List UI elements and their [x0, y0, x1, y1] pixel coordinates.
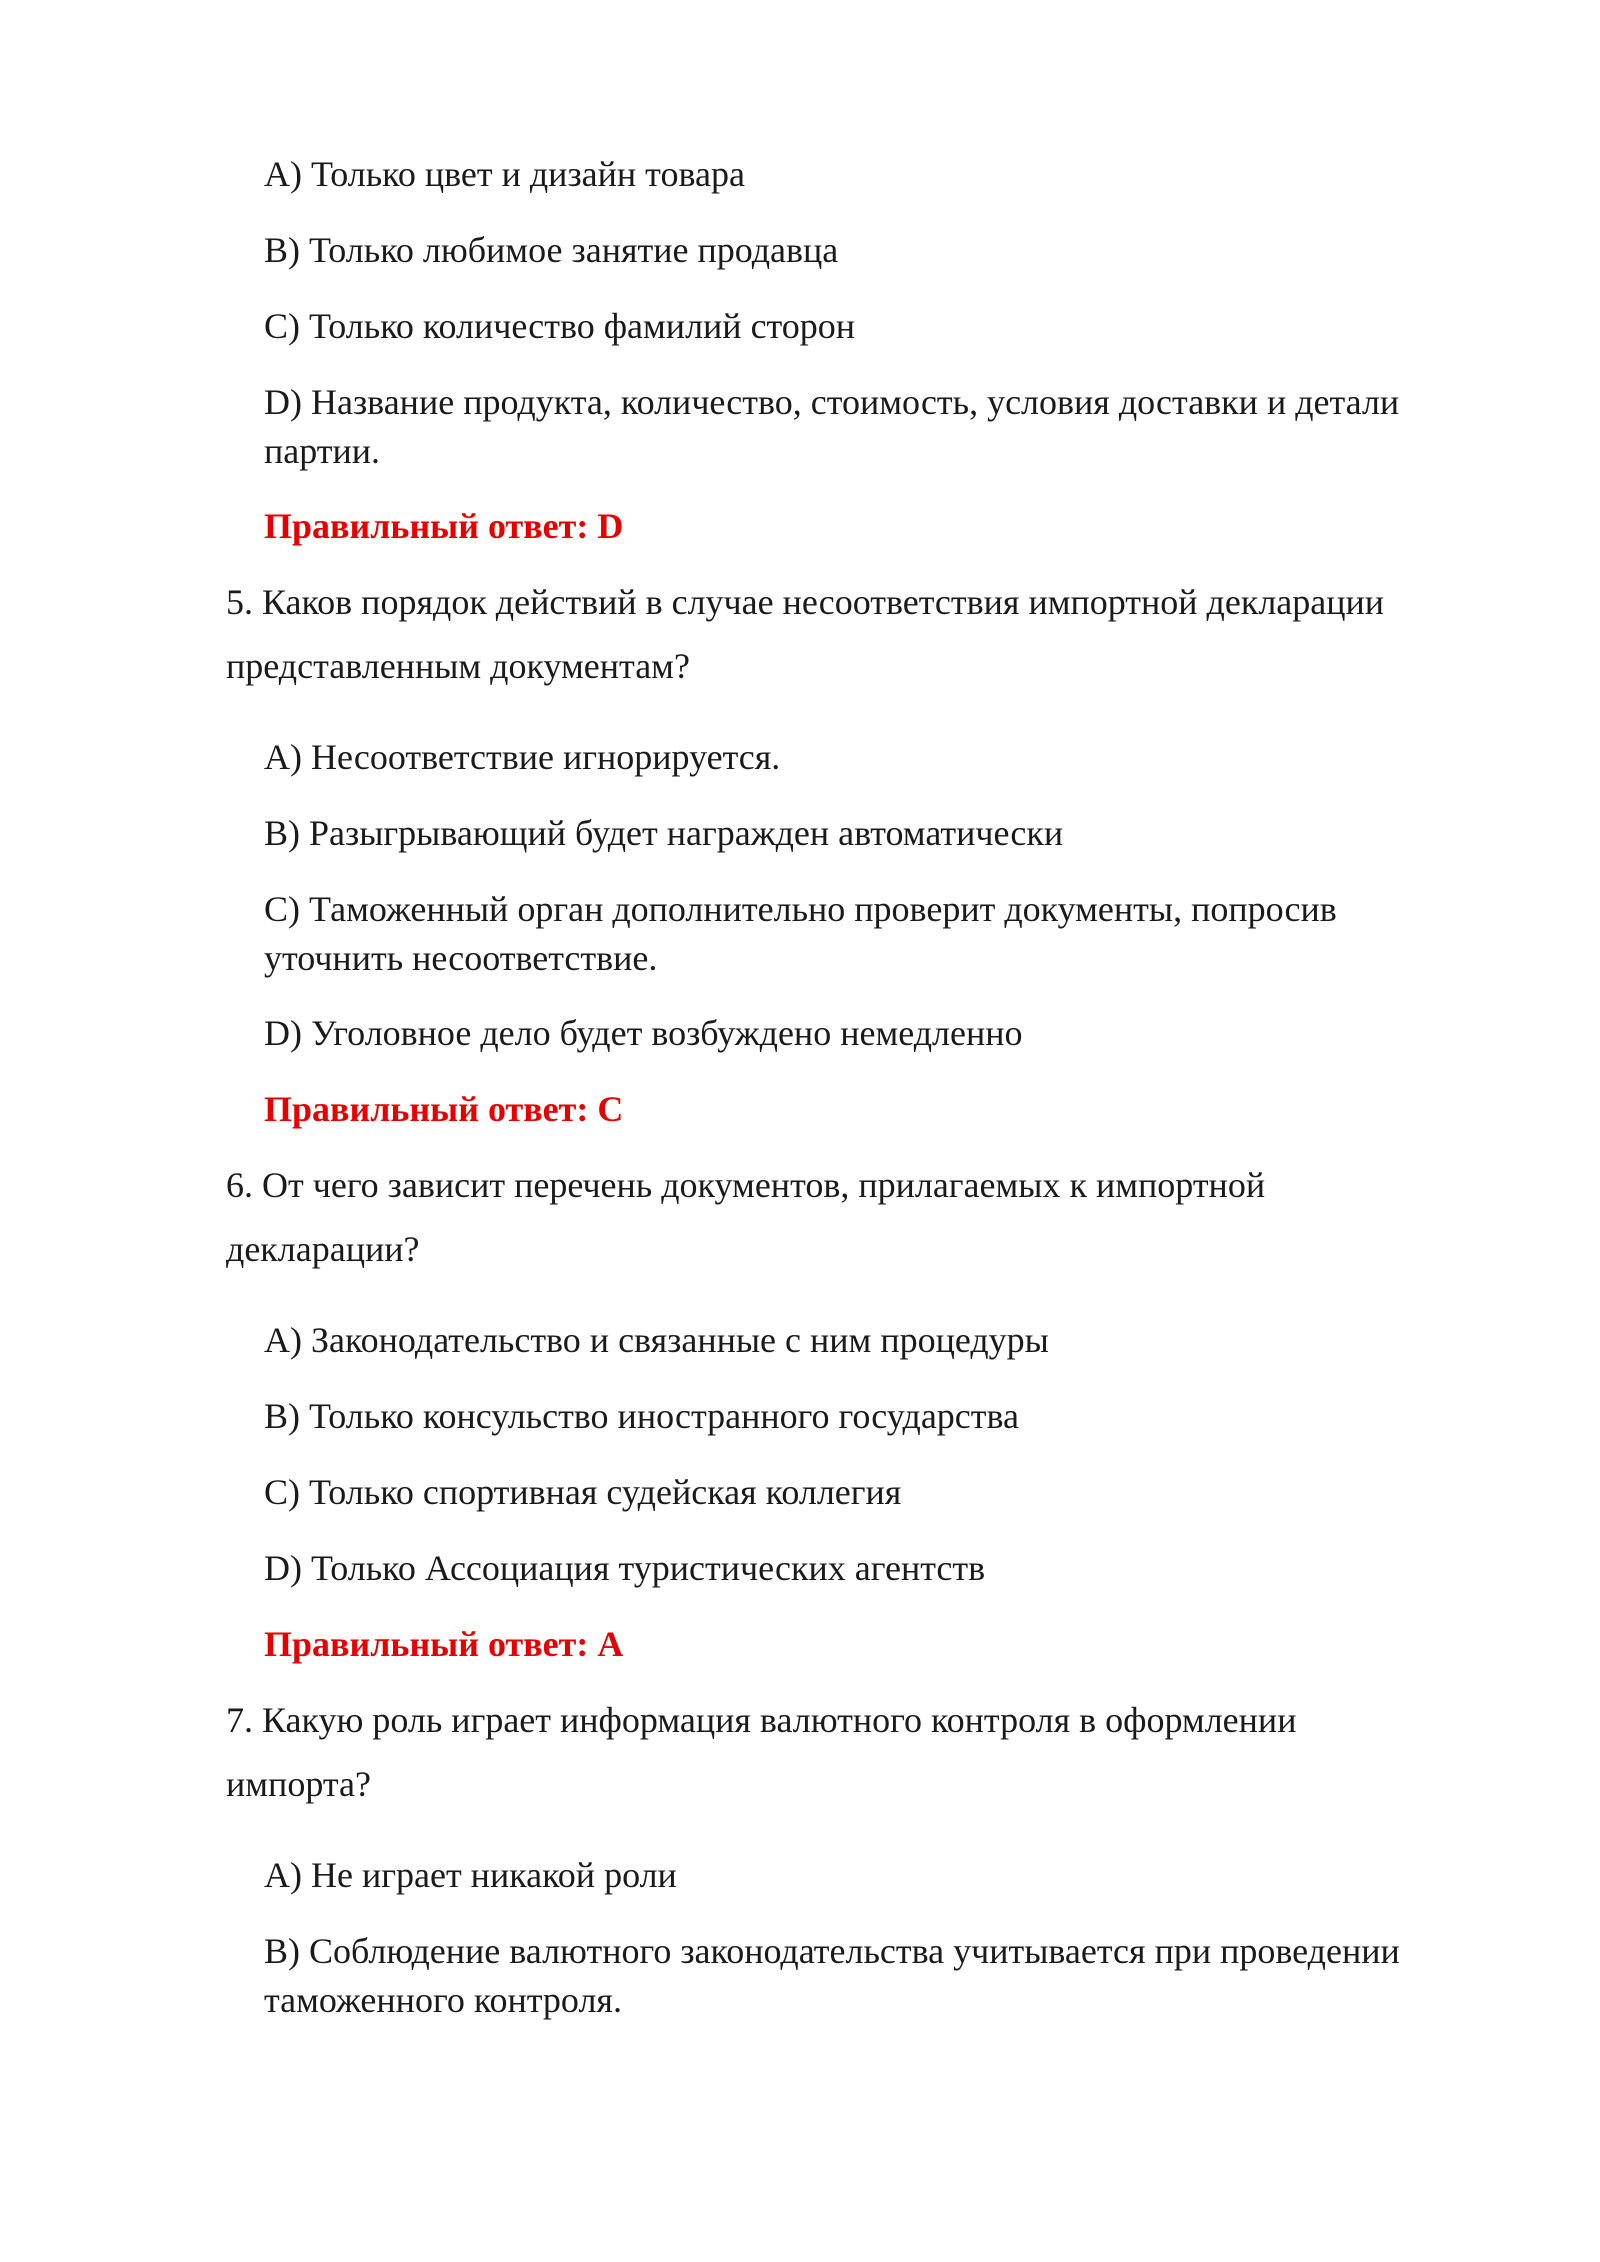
- option-b: B) Только консульство иностранного государства: [264, 1396, 1020, 1436]
- question-text-continuation: представленным документам?: [226, 646, 690, 686]
- question-text-continuation: декларации?: [226, 1229, 420, 1269]
- option-c: C) Только количество фамилий сторон: [264, 306, 856, 346]
- option-b: B) Соблюдение валютного законодательства учитывается при проведении: [264, 1931, 1400, 1971]
- option-b-continuation: таможенного контроля.: [264, 1980, 622, 2020]
- option-a: A) Несоответствие игнорируется.: [264, 737, 781, 777]
- option-a: A) Только цвет и дизайн товара: [264, 154, 745, 194]
- option-c: C) Только спортивная судейская коллегия: [264, 1472, 902, 1512]
- option-c: C) Таможенный орган дополнительно проверит документы, попросив: [264, 889, 1337, 929]
- correct-answer: Правильный ответ: C: [264, 1089, 624, 1129]
- option-a: A) Законодательство и связанные с ним процедуры: [264, 1320, 1049, 1360]
- option-a: A) Не играет никакой роли: [264, 1855, 677, 1895]
- question-text: 7. Какую роль играет информация валютного контроля в оформлении: [226, 1700, 1297, 1740]
- question-text-continuation: импорта?: [226, 1764, 371, 1804]
- option-b: B) Разыгрывающий будет награжден автоматически: [264, 813, 1064, 853]
- correct-answer: Правильный ответ: A: [264, 1624, 624, 1664]
- option-c-continuation: уточнить несоответствие.: [264, 938, 658, 978]
- option-d: D) Только Ассоциация туристических агентств: [264, 1548, 986, 1588]
- option-d: D) Уголовное дело будет возбуждено немедленно: [264, 1013, 1023, 1053]
- option-b: B) Только любимое занятие продавца: [264, 230, 839, 270]
- correct-answer: Правильный ответ: D: [264, 506, 624, 546]
- option-d-continuation: партии.: [264, 431, 381, 471]
- question-text: 6. От чего зависит перечень документов, прилагаемых к импортной: [226, 1165, 1266, 1205]
- option-d: D) Название продукта, количество, стоимость, условия доставки и детали: [264, 382, 1400, 422]
- question-text: 5. Каков порядок действий в случае несоответствия импортной декларации: [226, 582, 1385, 622]
